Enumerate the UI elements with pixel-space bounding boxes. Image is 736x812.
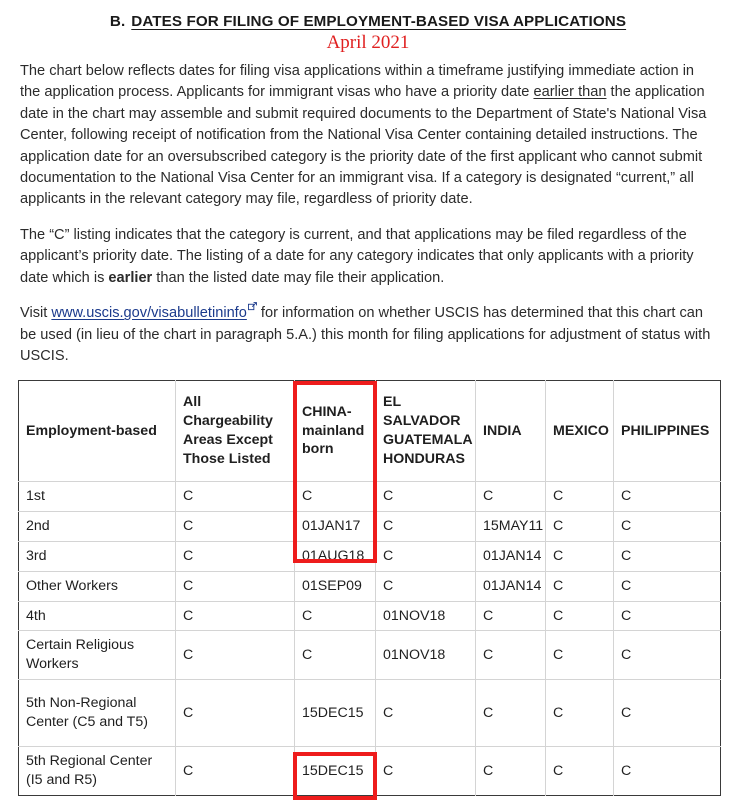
row-category: 2nd <box>19 511 176 541</box>
row-category: Certain Religious Workers <box>19 631 176 680</box>
table-row <box>19 601 721 631</box>
paragraph-c-listing <box>20 225 716 289</box>
employment-based-filing-dates-table <box>18 380 721 796</box>
column-header-all-chargeability: All Chargeability Areas Except Those Listed <box>176 381 295 482</box>
paragraph-2-part-a: The “C” listing indicates that the category is current, and that applications may be filed regardless of the applicant’s priority date. The listing of a date for any category indicates that only applicants with a priority date which is <box>20 226 694 286</box>
cell-philippines: C <box>614 601 721 631</box>
column-header-el-salvador-guatemala-honduras: EL SALVADOR GUATEMALA HONDURAS <box>376 381 476 482</box>
cell-el-salvador: C <box>376 571 476 601</box>
cell-china: 01SEP09 <box>295 571 376 601</box>
cell-india: C <box>476 482 546 512</box>
cell-philippines: C <box>614 511 721 541</box>
table-row <box>19 631 721 680</box>
paragraph-1-part-b: the application date in the chart may assemble and submit required documents to the Department of State's National Visa Center, following receipt of notification from the National Visa Center containing detailed instructions. The application date for an oversubscribed category is the priority date of the first applicant who cannot submit documentation to the National Visa Center for an immigrant visa. If a category is designated “current,” all applicants in the relevant category may file, regardless of priority date. <box>20 84 707 208</box>
cell-china: 15DEC15 <box>295 747 376 796</box>
cell-china: 01JAN17 <box>295 511 376 541</box>
paragraph-2-bold: earlier <box>108 269 153 286</box>
cell-philippines: C <box>614 482 721 512</box>
month-year-label: April 2021 <box>326 32 410 53</box>
table-row <box>19 571 721 601</box>
paragraph-uscis-visit <box>20 302 716 367</box>
cell-el-salvador: 01NOV18 <box>376 631 476 680</box>
cell-el-salvador: C <box>376 541 476 571</box>
row-category: 4th <box>19 601 176 631</box>
row-category: 5th Regional Center (I5 and R5) <box>19 747 176 796</box>
cell-all-chargeability: C <box>176 747 295 796</box>
cell-india: C <box>476 680 546 747</box>
cell-all-chargeability: C <box>176 511 295 541</box>
paragraph-filing-dates <box>20 61 716 211</box>
cell-philippines: C <box>614 680 721 747</box>
cell-india: 15MAY11 <box>476 511 546 541</box>
table-row <box>19 680 721 747</box>
cell-india: C <box>476 747 546 796</box>
cell-philippines: C <box>614 541 721 571</box>
table-row <box>19 541 721 571</box>
cell-india: 01JAN14 <box>476 571 546 601</box>
cell-all-chargeability: C <box>176 571 295 601</box>
cell-china: 15DEC15 <box>295 680 376 747</box>
cell-el-salvador: C <box>376 482 476 512</box>
cell-india: C <box>476 631 546 680</box>
row-category: Other Workers <box>19 571 176 601</box>
paragraph-3-part-b: for information on whether USCIS has determined that this chart can be used (in lieu of the chart in paragraph 5.A.) this month for filing applications for adjustment of status with USCIS. <box>20 305 711 364</box>
cell-india: 01JAN14 <box>476 541 546 571</box>
table-header-row <box>19 381 721 482</box>
table-row <box>19 747 721 796</box>
cell-mexico: C <box>546 571 614 601</box>
cell-el-salvador: 01NOV18 <box>376 601 476 631</box>
cell-mexico: C <box>546 601 614 631</box>
cell-all-chargeability: C <box>176 631 295 680</box>
section-title-text: DATES FOR FILING OF EMPLOYMENT-BASED VISA APPLICATIONS <box>131 13 627 30</box>
cell-mexico: C <box>546 482 614 512</box>
heading-block <box>0 0 736 54</box>
cell-all-chargeability: C <box>176 482 295 512</box>
paragraph-3-part-a: Visit <box>20 305 52 322</box>
uscis-visabulletininfo-link[interactable]: www.uscis.gov/visabulletininfo <box>51 305 247 322</box>
cell-philippines: C <box>614 571 721 601</box>
section-letter: B. <box>109 13 126 30</box>
paragraph-2-part-b: than the listed date may file their application. <box>152 269 445 286</box>
paragraph-1-underlined: earlier than <box>533 84 607 101</box>
cell-china: C <box>295 482 376 512</box>
cell-philippines: C <box>614 747 721 796</box>
row-category: 3rd <box>19 541 176 571</box>
cell-india: C <box>476 601 546 631</box>
column-header-employment-based: Employment-based <box>19 381 176 482</box>
cell-all-chargeability: C <box>176 541 295 571</box>
cell-mexico: C <box>546 541 614 571</box>
visa-dates-table-wrapper <box>18 380 720 796</box>
cell-mexico: C <box>546 511 614 541</box>
cell-el-salvador: C <box>376 747 476 796</box>
cell-all-chargeability: C <box>176 680 295 747</box>
body-copy <box>0 61 736 368</box>
row-category: 5th Non-Regional Center (C5 and T5) <box>19 680 176 747</box>
cell-mexico: C <box>546 680 614 747</box>
page-title <box>0 12 736 31</box>
column-header-philippines: PHILIPPINES <box>614 381 721 482</box>
table-row <box>19 511 721 541</box>
cell-mexico: C <box>546 631 614 680</box>
column-header-mexico: MEXICO <box>546 381 614 482</box>
row-category: 1st <box>19 482 176 512</box>
cell-china: C <box>295 631 376 680</box>
paragraph-1-part-a: The chart below reflects dates for filing visa applications within a timeframe justifying immediate action in the application process. Applicants for immigrant visas who have a priority date <box>20 62 695 101</box>
cell-china: 01AUG18 <box>295 541 376 571</box>
external-link-icon <box>248 302 257 311</box>
cell-china: C <box>295 601 376 631</box>
cell-mexico: C <box>546 747 614 796</box>
cell-philippines: C <box>614 631 721 680</box>
cell-all-chargeability: C <box>176 601 295 631</box>
column-header-india: INDIA <box>476 381 546 482</box>
column-header-china: CHINA-mainland born <box>295 381 376 482</box>
cell-el-salvador: C <box>376 680 476 747</box>
table-row <box>19 482 721 512</box>
cell-el-salvador: C <box>376 511 476 541</box>
